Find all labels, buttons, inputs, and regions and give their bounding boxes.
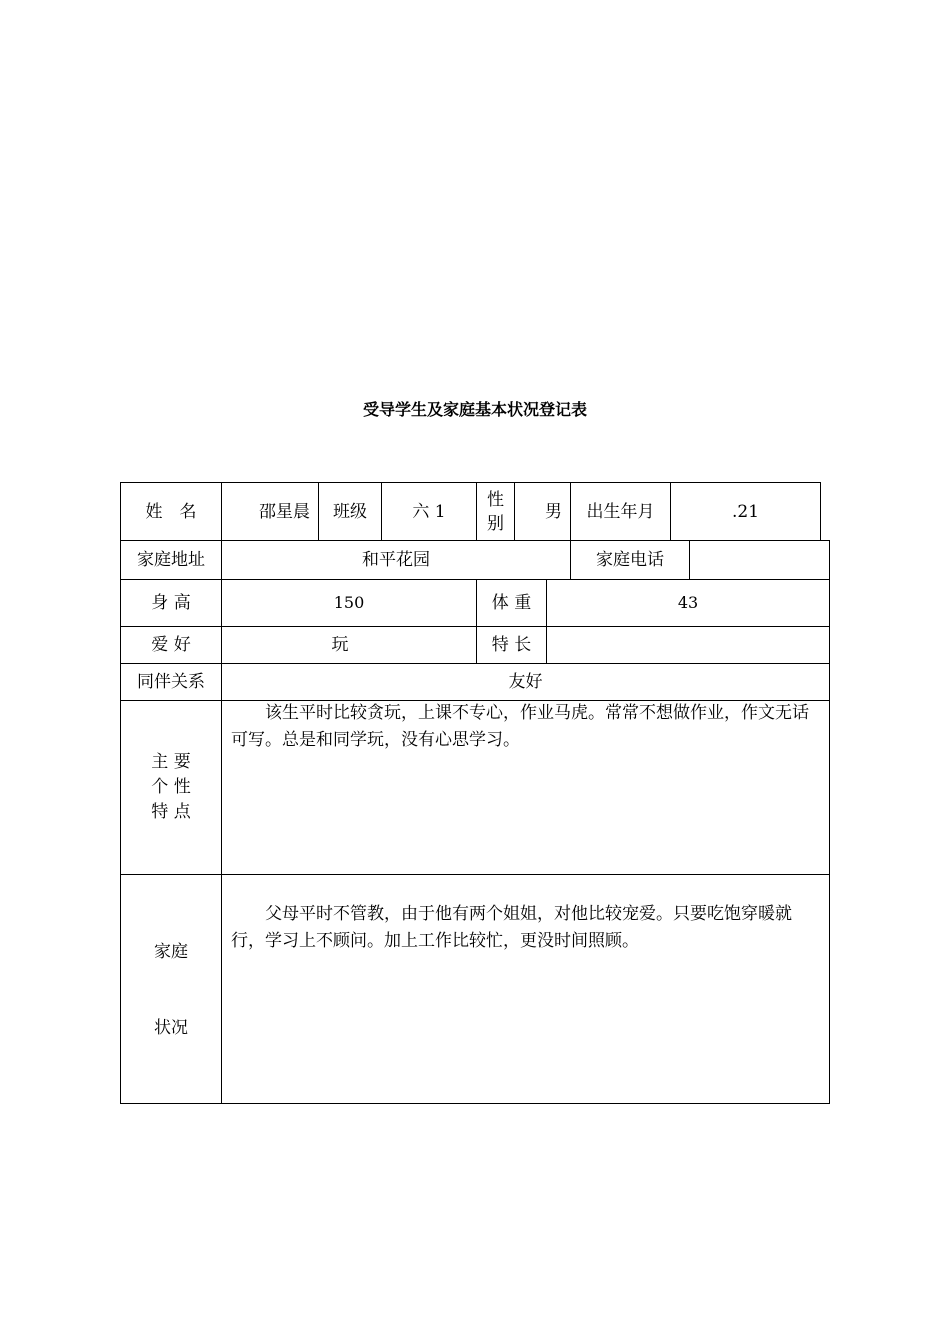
address-value: 和平花园 xyxy=(362,550,430,570)
birth-label: 出生年月 xyxy=(586,501,655,522)
hobby-label: 爱 好 xyxy=(151,635,191,655)
hobby-value: 玩 xyxy=(331,635,349,655)
family-text: 父母平时不管教，由于他有两个姐姐，对他比较宠爱。只要吃饱穿暖就行，学习上不顾问。加上工作比较忙，更没时间照顾。 xyxy=(231,904,792,951)
class-value: 六 1 xyxy=(412,501,446,522)
gender-value: 男 xyxy=(545,501,562,522)
name-value: 邵星晨 xyxy=(259,501,310,522)
weight-label: 体 重 xyxy=(491,593,532,613)
personality-label-line-1: 主 要 xyxy=(151,752,191,772)
address-label: 家庭地址 xyxy=(137,550,205,570)
height-label: 身 高 xyxy=(151,593,191,613)
gender-label-line-1: 性 xyxy=(487,489,504,510)
personality-text: 该生平时比较贪玩，上课不专心，作业马虎。常常不想做作业，作文无话可写。总是和同学玩，没有心思学习。 xyxy=(231,703,809,750)
peer-value: 友好 xyxy=(508,672,543,692)
personality-label-line-3: 特 点 xyxy=(151,802,191,822)
name-label: 姓 名 xyxy=(145,501,197,522)
form-title: 受导学生及家庭基本状况登记表 xyxy=(362,400,587,419)
weight-value: 43 xyxy=(677,593,699,612)
gender-label xyxy=(477,483,514,540)
class-label: 班级 xyxy=(333,501,367,522)
height-value: 150 xyxy=(333,593,365,612)
birth-value: .21 xyxy=(731,501,760,522)
gender-label-line-2: 别 xyxy=(487,513,504,534)
phone-value xyxy=(690,541,829,579)
talent-label: 特 长 xyxy=(491,635,532,655)
family-label-line-2: 状况 xyxy=(154,1018,188,1038)
table-line xyxy=(829,540,830,1104)
peer-label: 同伴关系 xyxy=(137,672,205,692)
table-line xyxy=(120,874,830,875)
table-line xyxy=(120,1103,830,1104)
family-label-line-1: 家庭 xyxy=(154,942,188,962)
personality-label xyxy=(121,701,221,874)
personality-label-line-2: 个 性 xyxy=(151,777,191,797)
family-label xyxy=(121,940,221,1040)
talent-value xyxy=(547,627,829,663)
phone-label: 家庭电话 xyxy=(596,550,664,570)
table-line xyxy=(820,482,821,540)
